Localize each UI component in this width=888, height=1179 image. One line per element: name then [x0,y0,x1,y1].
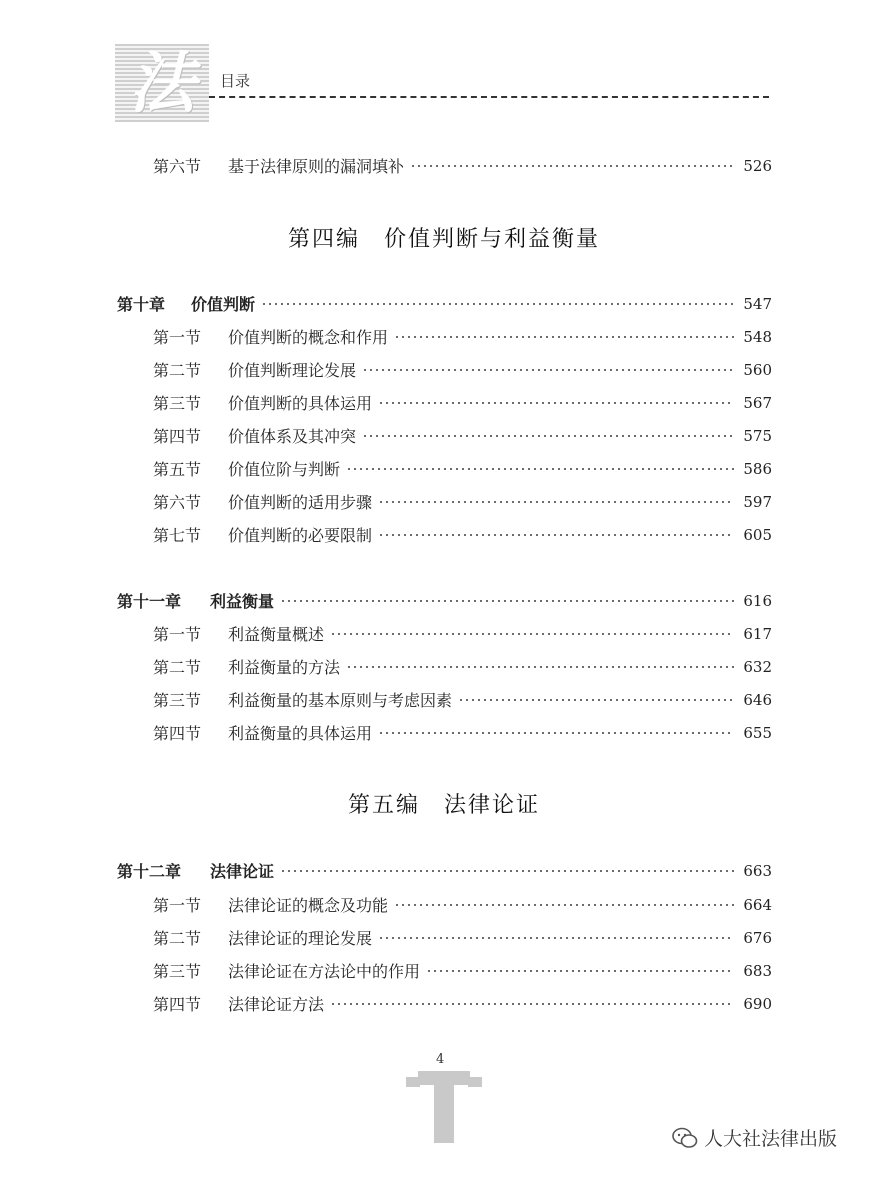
toc-section-row [0,387,888,420]
section-title: 法律论证的理论发展 [228,929,376,948]
toc-section-row [0,955,888,988]
section-title: 价值判断理论发展 [228,361,360,380]
toc-section-row [0,651,888,684]
section-title: 法律论证的概念及功能 [228,896,392,915]
section-title: 价值体系及其冲突 [228,427,360,446]
toc-chapter-row [0,288,888,321]
page-number: 586 [743,460,772,478]
page-number: 646 [743,691,772,709]
header-logo [115,44,209,122]
chapter-number: 第十一章 [117,592,182,611]
section-title: 法律论证在方法论中的作用 [228,962,424,981]
page-number: 683 [743,962,772,980]
section-number: 第二节 [153,929,202,948]
section-title: 利益衡量的基本原则与考虑因素 [228,691,456,710]
toc-section-row [0,453,888,486]
dot-leader [426,968,734,974]
section-title: 基于法律原则的漏洞填补 [228,157,408,176]
toc-section-row [0,321,888,354]
toc-section-row [0,618,888,651]
toc-section-row [0,717,888,750]
page-number: 575 [743,427,772,445]
page-number: 605 [743,526,772,544]
section-number: 第一节 [153,328,202,347]
section-title: 价值位阶与判断 [228,460,344,479]
section-title: 价值判断的必要限制 [228,526,376,545]
dot-leader [330,1001,734,1007]
wechat-icon [672,1127,698,1149]
dot-leader [378,935,734,941]
toc-section-row [0,486,888,519]
page-number: 690 [743,995,772,1013]
page-number: 664 [743,896,772,914]
page-number: 597 [743,493,772,511]
header-divider [209,96,769,98]
dot-leader [280,868,734,874]
section-title: 价值判断的概念和作用 [228,328,392,347]
page-number: 526 [743,157,772,175]
page-number: 560 [743,361,772,379]
section-number: 第三节 [153,394,202,413]
part-title: 价值判断与利益衡量 [384,227,601,252]
toc-section-row [0,420,888,453]
folio-decoration-icon [406,1071,482,1143]
section-number: 第三节 [153,962,202,981]
dot-leader [280,598,734,604]
part-number: 第五编 [347,793,420,818]
page-number: 663 [743,862,772,880]
watermark-text: 人大社法律出版 [704,1128,838,1150]
header-label: 目录 [220,72,251,90]
dot-leader [346,664,734,670]
page-number: 617 [743,625,772,643]
dot-leader [458,697,734,703]
dot-leader [394,334,734,340]
section-number: 第四节 [153,724,202,743]
part-heading [0,222,888,253]
toc-section-row [0,150,888,183]
dot-leader [346,466,734,472]
section-number: 第二节 [153,361,202,380]
dot-leader [378,400,734,406]
section-title: 价值判断的具体运用 [228,394,376,413]
toc-section-row [0,988,888,1021]
dot-leader [362,367,734,373]
section-number: 第三节 [153,691,202,710]
toc-chapter-row [0,585,888,618]
dot-leader [330,631,734,637]
dot-leader [378,532,734,538]
section-number: 第二节 [153,658,202,677]
dot-leader [378,730,734,736]
section-number: 第四节 [153,427,202,446]
toc-section-row [0,684,888,717]
page-number: 547 [743,295,772,313]
dot-leader [378,499,734,505]
section-title: 法律论证方法 [228,995,328,1014]
page-number: 567 [743,394,772,412]
chapter-title: 利益衡量 [210,592,278,611]
page-number: 548 [743,328,772,346]
dot-leader [362,433,734,439]
section-title: 价值判断的适用步骤 [228,493,376,512]
section-number: 第六节 [153,157,202,176]
part-title: 法律论证 [444,793,541,818]
part-number: 第四编 [287,227,360,252]
toc-section-row [0,519,888,552]
dot-leader [261,301,734,307]
section-number: 第七节 [153,526,202,545]
section-number: 第四节 [153,995,202,1014]
toc-chapter-row [0,855,888,888]
section-title: 利益衡量的具体运用 [228,724,376,743]
page-number: 676 [743,929,772,947]
page-number: 632 [743,658,772,676]
chapter-title: 价值判断 [191,295,259,314]
section-number: 第六节 [153,493,202,512]
toc-section-row [0,889,888,922]
page-number: 616 [743,592,772,610]
toc-section-row [0,922,888,955]
section-number: 第一节 [153,896,202,915]
watermark [672,1124,837,1151]
chapter-number: 第十二章 [117,862,182,881]
logo-character: 法 [129,44,195,122]
chapter-title: 法律论证 [210,862,278,881]
chapter-number: 第十章 [117,295,166,314]
dot-leader [394,902,734,908]
dot-leader [410,163,734,169]
folio-number: 4 [436,1052,445,1067]
page-number: 655 [743,724,772,742]
part-heading [0,788,888,819]
section-title: 利益衡量的方法 [228,658,344,677]
section-number: 第五节 [153,460,202,479]
section-title: 利益衡量概述 [228,625,328,644]
toc-section-row [0,354,888,387]
section-number: 第一节 [153,625,202,644]
